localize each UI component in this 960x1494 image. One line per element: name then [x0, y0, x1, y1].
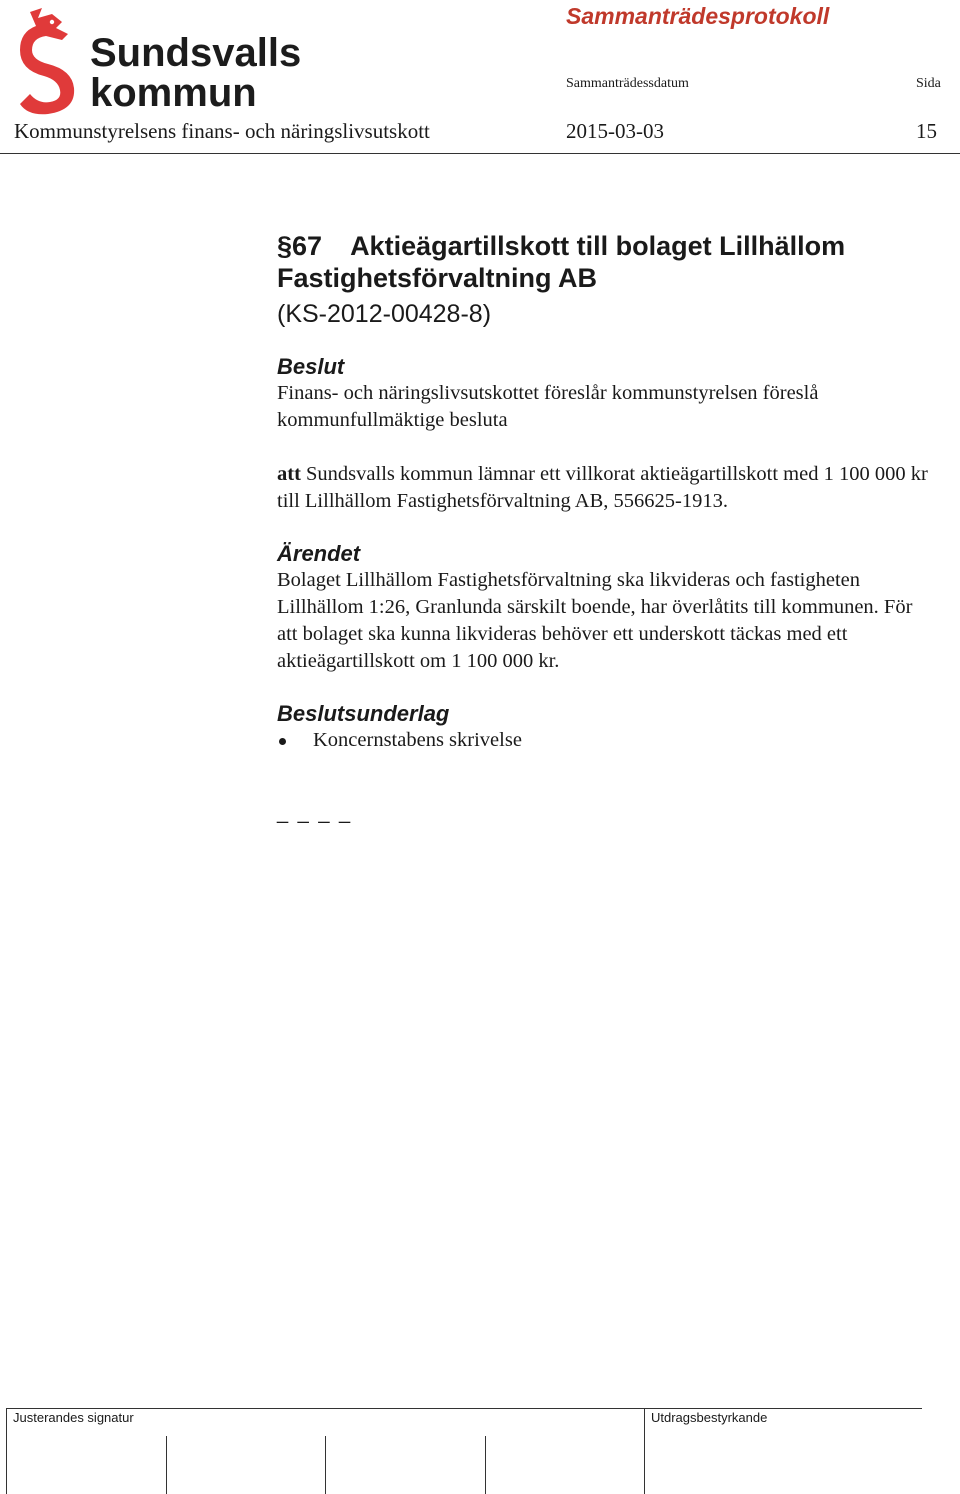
certification-label: Utdragsbestyrkande: [651, 1410, 768, 1425]
page-caption: Sida: [916, 76, 941, 91]
att-text: Sundsvalls kommun lämnar ett villkorat aktieägartillskott med 1 100 000 kr till Lillhällom Fastighetsförvaltning AB, 556625-1913.: [277, 463, 928, 512]
matter-heading: Ärendet: [277, 541, 361, 566]
footer-divider: [644, 1409, 645, 1494]
logo-text-kommun: kommun: [90, 71, 257, 115]
end-marker: _ _ _ _: [277, 802, 353, 824]
section-title: Aktieägartillskott till bolaget Lillhällom Fastighetsförvaltning AB: [277, 231, 846, 293]
matter-text: Bolaget Lillhällom Fastighetsförvaltning ska likvideras och fastigheten Lillhällom 1:26, Granlunda särskilt boende, har överlåtits till kommunen. För att bolaget ska kunna likvideras behöver ett underskott täckas med ett aktieägartillskott om 1 100 000 kr.: [277, 569, 913, 672]
sundsvalls-kommun-logo: [18, 6, 308, 118]
footer-divider: [325, 1436, 326, 1494]
footer-divider: [485, 1436, 486, 1494]
date-caption: Sammanträdessdatum: [566, 76, 689, 91]
footer-divider: [166, 1436, 167, 1494]
logo-text-sundsvalls: Sundsvalls: [90, 31, 302, 75]
bullet-icon: [279, 738, 286, 745]
header-divider: [0, 153, 960, 154]
basis-list: [277, 727, 937, 754]
basis-heading: Beslutsunderlag: [277, 701, 450, 726]
protocol-title: Sammanträdesprotokoll: [566, 3, 830, 29]
basis-item-label: Koncernstabens skrivelse: [313, 729, 522, 751]
document-body: [277, 230, 937, 754]
decision-heading: Beslut: [277, 354, 345, 379]
att-keyword: att: [277, 463, 301, 485]
page-number: 15: [916, 119, 937, 143]
dragon-emblem-icon: [20, 8, 74, 114]
list-item: [277, 727, 937, 754]
signature-label: Justerandes signatur: [13, 1410, 134, 1425]
meeting-date: 2015-03-03: [566, 119, 664, 143]
decision-att-clause: [277, 461, 937, 515]
section-heading: [277, 230, 937, 294]
case-number: (KS-2012-00428-8): [277, 300, 492, 328]
decision-intro: Finans- och näringslivsutskottet föreslår kommunstyrelsen föreslå kommunfullmäktige besluta: [277, 382, 819, 431]
committee-name: Kommunstyrelsens finans- och näringslivsutskott: [14, 119, 430, 143]
footer-divider: [6, 1409, 7, 1494]
paragraph-number: §67: [277, 231, 323, 261]
signature-footer: [6, 1408, 922, 1494]
